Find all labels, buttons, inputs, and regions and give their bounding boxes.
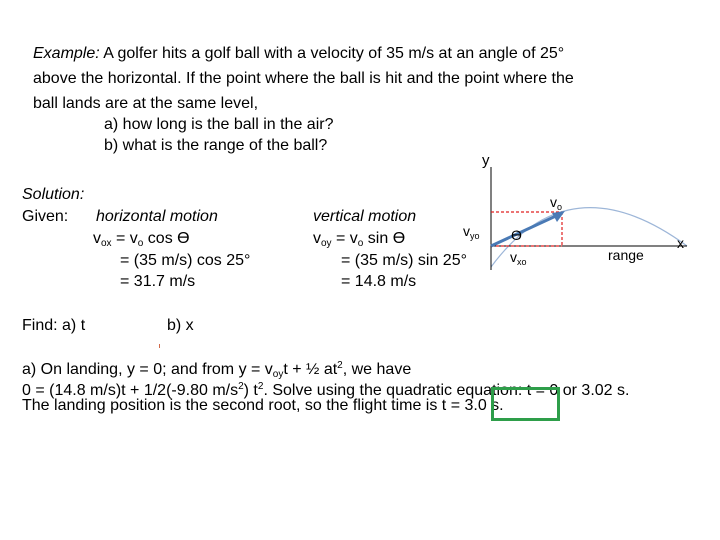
horizontal-substitution: = (35 m/s) cos 25°: [120, 252, 251, 269]
horizontal-result: = 31.7 m/s: [120, 273, 196, 290]
horizontal-equation: $v_{ox} = v_o$ cos ϴ: [93, 230, 190, 249]
problem-line-3: ball lands are at the same level,: [33, 95, 259, 112]
vyo-label: $v_{yo}$: [463, 223, 480, 241]
vertical-equation: $v_{oy} = v_o$ sin ϴ: [313, 230, 406, 249]
answer-conclusion: The landing position is the second root, so the flight time is t = 3.0 s.: [22, 397, 504, 414]
theta-label: ϴ: [511, 227, 522, 243]
question-a: a) how long is the ball in the air?: [104, 116, 334, 133]
problem-line-1-text: A golfer hits a golf ball with a velocity of 35 m/s at an angle of 25°: [99, 45, 565, 62]
x-axis-label: x: [677, 235, 684, 251]
answer-highlight-box: [491, 387, 560, 421]
vxo-label: $v_{xo}$: [510, 249, 527, 267]
vo-label: $v_o$: [550, 194, 563, 212]
question-b: b) what is the range of the ball?: [104, 137, 328, 154]
vertical-substitution: = (35 m/s) sin 25°: [341, 252, 467, 269]
range-label: range: [608, 247, 644, 263]
example-label: Example:: [33, 45, 100, 62]
vo-arrow-shaft: [491, 215, 558, 246]
find-b: b) x: [167, 317, 194, 334]
given-label: Given:: [22, 208, 69, 225]
cursor-mark: [159, 344, 160, 348]
problem-line-1: [33, 44, 564, 64]
solution-heading: Solution:: [22, 186, 85, 203]
answer-line-2: 0 = (14.8 m/s)t + 1/2(-9.80 $m/s^2$) $t^2$. Solve using the quadratic equation: t = 0 or 3.02 s.: [22, 381, 630, 399]
find-a: Find: a) t: [22, 317, 86, 334]
problem-line-2: above the horizontal. If the point where the ball is hit and the point where the: [33, 70, 574, 87]
final-answer: t = 3.0 s: [441, 397, 500, 414]
projectile-diagram: [463, 145, 710, 270]
y-axis-label: y: [482, 152, 490, 169]
vo-arrow-head: [552, 211, 565, 222]
answer-line-1: a) On landing, y = 0; and from $y = v_{oy}t$ + ½ $at^2$, we have: [22, 360, 412, 380]
vertical-result: = 14.8 m/s: [341, 273, 417, 290]
horizontal-motion-title: horizontal motion: [96, 208, 218, 225]
vertical-motion-title: vertical motion: [313, 208, 417, 225]
